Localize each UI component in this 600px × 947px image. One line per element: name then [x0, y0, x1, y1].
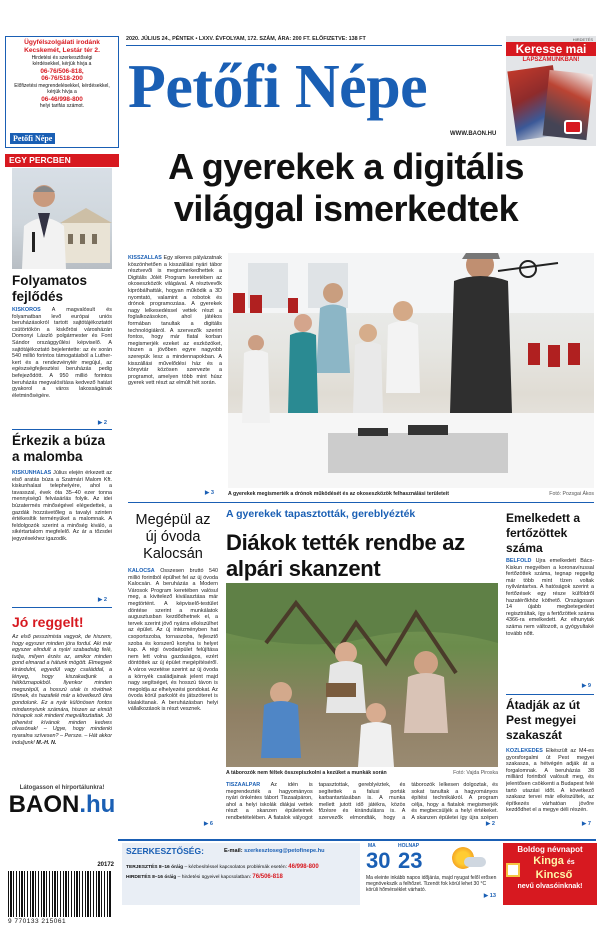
footer-email[interactable]: szerkesztoseg@petofinepe.hu	[244, 848, 325, 854]
emelkedett-title[interactable]: Emelkedett a fertőzöttek száma	[506, 511, 581, 555]
customer-service-ad	[5, 36, 119, 148]
atadjak-lead: KÖZLEKEDÉS	[506, 748, 543, 754]
ad-phone: 06-76/506-818,	[40, 67, 84, 75]
sidebar1-more[interactable]: ▶ 2	[98, 420, 107, 426]
footer-dept: SZERKESZTŐSÉG:	[126, 846, 204, 856]
skanzen-body	[226, 782, 498, 826]
baon-logo	[5, 792, 119, 818]
emelkedett-lead: BELFÖLD	[506, 558, 532, 564]
divider	[12, 607, 112, 608]
baon-logo-tld: .hu	[79, 791, 116, 818]
divider	[12, 429, 112, 430]
ovoda-title[interactable]: Megépül az új óvoda Kalocsán	[135, 512, 211, 562]
footer-line-label: TERJESZTÉS 8–16 óráig	[126, 865, 184, 870]
sidebar2-lead: KISKUNHALAS	[12, 470, 52, 476]
promo-box[interactable]	[506, 36, 596, 146]
emelkedett-body	[506, 558, 594, 686]
dateline-rule	[126, 45, 502, 46]
barcode-bars	[8, 871, 112, 917]
sidebar1-text: A magvalósult és folyamatban levő európai uniós beruházásokról tartott sajtótájékoztatót csütörtökön a kiskőrösi városházán Domonyi László polgármester és Font Sándor országgyűlési képviselő. A sajtótájékoztató bejelentette: az év során 540 millió forintos támogatásból a Luther-kert és a rendezvénytér megújul, az egészségfejlesztési beruházás pedig befejeződött. A 950 millió forintos beruházás megvalósítása kedvező hatást gyakorol a város lakosságának életminőségére.	[12, 307, 112, 399]
footer-contacts	[122, 843, 360, 905]
barcode	[6, 862, 116, 928]
footer-email-label: E-mail:	[223, 848, 243, 854]
main-article-lead: KISSZÁLLÁS	[128, 255, 162, 261]
baon-ad[interactable]	[5, 784, 119, 822]
promo-title: Keresse mai	[506, 42, 596, 56]
ovoda-lead: KALOCSA	[128, 568, 155, 574]
ad-line: helyi tarifás számot.	[39, 103, 85, 110]
sidebar1-lead: KISKŐRÖS	[12, 307, 41, 313]
baon-logo-main: BAON	[8, 791, 80, 818]
footer-phone[interactable]: 46/998-800	[288, 864, 319, 870]
ad-title: Ügyfélszolgálati irodánk	[24, 39, 100, 46]
photo-credit: Fotó: Pozsgai Ákos	[549, 491, 594, 497]
sidebar1-body	[12, 307, 112, 421]
ad-line: kérjük hívja a	[47, 89, 77, 96]
skanzen-lead: TISZAALPÁR	[226, 782, 261, 788]
ovoda-text: Összesen bruttó 540 millió forintból épülhet fel az új óvoda Kalocsán. A beruházás a Modern Városok Program keretében valósul meg, a kivitelező kiválasztása már megtörtént. A képviselő-testület döntése szerint a munkálatok augusztusban kezdődhetnek el, a tervek szerint jövő nyárra elkészülhet az épület. Az új intézményben hat csoportszoba, tornaszoba, fejlesztő szoba és korszerű konyha is helyet kap. A régi óvodaépület felújítása nem lett volna gazdaságos, ezért döntöttek az új épület megépítéséről. A város vezetése szerint az új óvoda a környék családjainak jelent majd nagy segítséget, és hosszú távon is megoldja az elhelyezési gondokat. Az óvoda körül parkolót és játszóteret is kialakítanak. A beruházásban helyi vállalkozások is részt vesznek.	[128, 568, 218, 713]
atadjak-title[interactable]: Átadják az út Pest megyei szakaszát	[506, 698, 581, 742]
ad-address: Kecskemét, Lestár tér 2.	[24, 47, 100, 54]
weather-box	[364, 843, 500, 905]
main-article-body	[128, 255, 222, 491]
ad-line: kérdésekkel, kérjük hívja a	[32, 61, 92, 68]
sidebar2-body	[12, 470, 112, 600]
dateline: 2020. JÚLIUS 24., PÉNTEK • LXXV. ÉVFOLYAM, 172. SZÁM, ÁRA: 200 FT. ELŐFIZETVE: 138 FT	[126, 36, 366, 42]
nameday-name2: Kincső	[535, 869, 573, 881]
barcode-number: 9 770133 215061	[8, 918, 67, 925]
emelkedett-more[interactable]: ▶ 9	[582, 683, 591, 689]
weather-more[interactable]: ▶ 13	[483, 893, 496, 899]
ad-phone: 06-76/518-200	[41, 75, 83, 83]
sidebar3-title: Jó reggelt!	[12, 614, 84, 630]
divider	[128, 502, 594, 503]
skanzen-text: Az idén is megrendezték a hagyományos nyári önkéntes tábort Tiszaalpáron, ahol a helyi iskolák diákjai vettek részt a skanzen épületeinek rendbetételében. A fiatalok vályogot tapasztottak, gereblyéztek, és segítettek a falusi porták karbantartásában is. A munka mellett jutott idő játékra, közös főzésre és kirándulásra is. A szervezők elmondták, hogy a táborozók lelkesen dolgoztak, és sokat tanultak a hagyományos építési technikákról. A program célja, hogy a fiatalok megismerjék és megbecsüljék a helyi értékeket. A skanzen épületei így újra szépen	[226, 782, 498, 821]
site-url[interactable]: WWW.BAON.HU	[450, 131, 497, 137]
atadjak-more[interactable]: ▶ 7	[582, 821, 591, 827]
weather-text: Ma eleinte inkább napos időjárás, majd nyugat felől erősen megnövekszik a felhőzet. Tizenöt fok körül lehet 30 °C körüli hőmérséklet várható.	[366, 875, 497, 893]
nameday-sub: nevű olvasóinknak!	[517, 883, 583, 890]
main-photo	[228, 253, 594, 488]
sidebar2-text: Július elején érkezett az első aratás búza a Szatmári Malom Kft. kiskunhalasi telephelyére, ahol a tavasszal, évek óta 35–40 ezer tonna mennyiségű felvásárlás folyik. Az idei búzatermés minőségével elégedettek, a gazdák hozzávetőleg a tavalyi szinten értékesítik terményüket a malomnak. A feldolgozók szerint a minőség kiváló, a sikértartalom megfelelő. Az ár a tőzsdei jegyzésekhez igazodik.	[12, 470, 112, 542]
footer-phone[interactable]: 76/506-818	[252, 874, 283, 880]
nameday-name: Kinga	[533, 855, 564, 867]
footer-line-label: HIRDETÉS 8–16 óráig	[126, 875, 177, 880]
nameday-title: Boldog névnapot	[517, 845, 583, 854]
skanzen-photo	[226, 583, 498, 767]
sidebar3-body	[12, 634, 112, 778]
nameday-amp: és	[566, 859, 575, 866]
photo-caption-text: A gyerekek megismerték a drónok működését és az okoseszközök felhasználási területeit	[228, 491, 449, 497]
section-label: EGY PERCBEN	[5, 154, 119, 167]
weather-today-label: MA	[368, 843, 376, 849]
sidebar2-more[interactable]: ▶ 2	[98, 597, 107, 603]
ad-phone: 06-46/998-800	[41, 95, 83, 103]
barcode-number-top: 20172	[97, 862, 114, 868]
promo-sub: LAPSZÁMUNKBAN!	[522, 57, 580, 63]
cloud-icon	[464, 857, 486, 867]
footer-line-text: – kézbesítéssel kapcsolatos problémák esetén:	[184, 865, 287, 870]
skanzen-caption	[226, 770, 498, 776]
weather-today: 30	[366, 848, 391, 873]
ovoda-body	[128, 568, 218, 826]
sidebar2-title[interactable]: Érkezik a búza a malomba	[12, 433, 106, 464]
main-article-more[interactable]: ▶ 3	[205, 490, 214, 496]
skanzen-headline[interactable]: Diákok tették rendbe az alpári skanzent	[226, 530, 465, 581]
masthead: Petőfi Népe	[128, 53, 428, 121]
weather-tomorrow: 23	[398, 848, 423, 873]
emelkedett-text: Újra emelkedett Bács-Kiskun megyében a koronavírussal fertőzöttek száma, tegnap reggelig már több mint tízen voltak nyilvántartva. A hatóságok szerint a fertőzések egy része külföldről hazatérőkhöz köthető. Országosan 14 újabb megbetegedést regisztráltak, így a fertőzöttek száma 4366-ra emelkedett. Az elhunytak száma nem változott, a gyógyultaké tovább nőtt.	[506, 558, 594, 637]
nameday-box	[503, 843, 597, 905]
skanzen-more[interactable]: ▶ 2	[486, 821, 495, 827]
weather-tomorrow-label: HOLNAP	[398, 843, 420, 849]
main-photo-caption	[228, 491, 594, 497]
main-article-text: Egy sikeres pályázatnak köszönhetően a kisszállási nyári tábor résztvevői is megismerkedhettek a Digitális Jólét Program keretében az okoseszközök világával. A résztvevők kipróbálhatták, hogyan működik a 3D nyomtató, valamint a robotok és drónok programozása. A gyerekek nagy lelkesedéssel vettek részt a foglalkozásokon, ahol játékos formában tanultak a digitális technológiákról. A szervezők szerint fontos, hogy már fiatal korban megismerjék ezeket az eszközöket, hiszen a jövőben egyre nagyobb szerepük lesz a mindennapokban. A kisszállási művelődési ház és a könyvtár közösen szervezte a programot, amelyen több mint húsz gyerek vett részt az elmúlt hét során.	[128, 255, 222, 387]
ad-line: Előfizetési megrendelésekkel, kérdésekkel,	[14, 83, 110, 89]
atadjak-text: Elkészült az M4-es gyorsforgalmi út Pest megyei szakasza, a hétvégén adják át a forgalomnak. A beruházás 38 milliárd forintból valósult meg, és jelentősen csökkenti a Budapest felé tartó utazási időt. A következő szakasz tervei már elkészültek, az építkezés várhatóan jövőre kezdődhet el a megye déli részén.	[506, 748, 594, 814]
footer-line-text: – hirdetési ügyeivel kapcsolatban:	[177, 875, 252, 880]
ad-line: Hirdetési és szerkesztőségi	[31, 55, 93, 61]
atadjak-body	[506, 748, 594, 826]
sidebar3-author: M.-H. N.	[36, 739, 57, 746]
skanzen-kicker: A gyerekek tapasztották, gereblyézték	[226, 508, 416, 520]
footer-email-wrap	[224, 848, 325, 854]
footer-line	[126, 874, 356, 880]
sidebar3-text: Az első pesszimista vagyok, de hiszem, hogy egyszer minden jóra fordul. Aki már egyszer elindult a nyári szabadság felé, tudja, milyen érzés az, amikor minden gond elmarad a hátunk mögött. Elmegyek kirándulni, egyedül vagy családdal, a lényeg, hogy kiszakadjunk a hétköznapokból. Ilyenkor minden megszépül, a hosszú utak is rövidnek tűnnek, és hazafelé már a következő útra gondolunk. Ez a nyár különösen fontos mindannyiunk számára, hiszen az elmúlt hónapok sok mindent megváltoztattak. Jó pihenést kívánok minden kedves olvasónak! – Ugye, hogy mindenki nyaralna szívesen? – Persze. – Hát akkor induljunk!	[12, 634, 112, 746]
main-headline[interactable]: A gyerekek a digitális világgal ismerkedtek	[168, 146, 524, 229]
promo-tag: HIRDETÉS	[572, 37, 593, 42]
footer-line	[126, 864, 356, 870]
portrait-photo	[12, 168, 112, 269]
sidebar1-title[interactable]: Folyamatos fejlődés	[12, 273, 88, 304]
ovoda-more[interactable]: ▶ 6	[204, 821, 213, 827]
gift-icon	[506, 863, 520, 877]
tv-icon	[564, 120, 582, 134]
baon-ad-line: Látogasson el hírportálunkra!	[19, 785, 105, 791]
ad-logo: Petőfi Népe	[10, 133, 55, 144]
skanzen-credit: Fotó: Vajda Piroska	[453, 770, 498, 776]
footer-header	[126, 846, 356, 856]
skanzen-caption-text: A táborozók nem féltek összepiszkolni a kezüket a munkák során	[226, 770, 387, 776]
divider	[506, 694, 594, 695]
